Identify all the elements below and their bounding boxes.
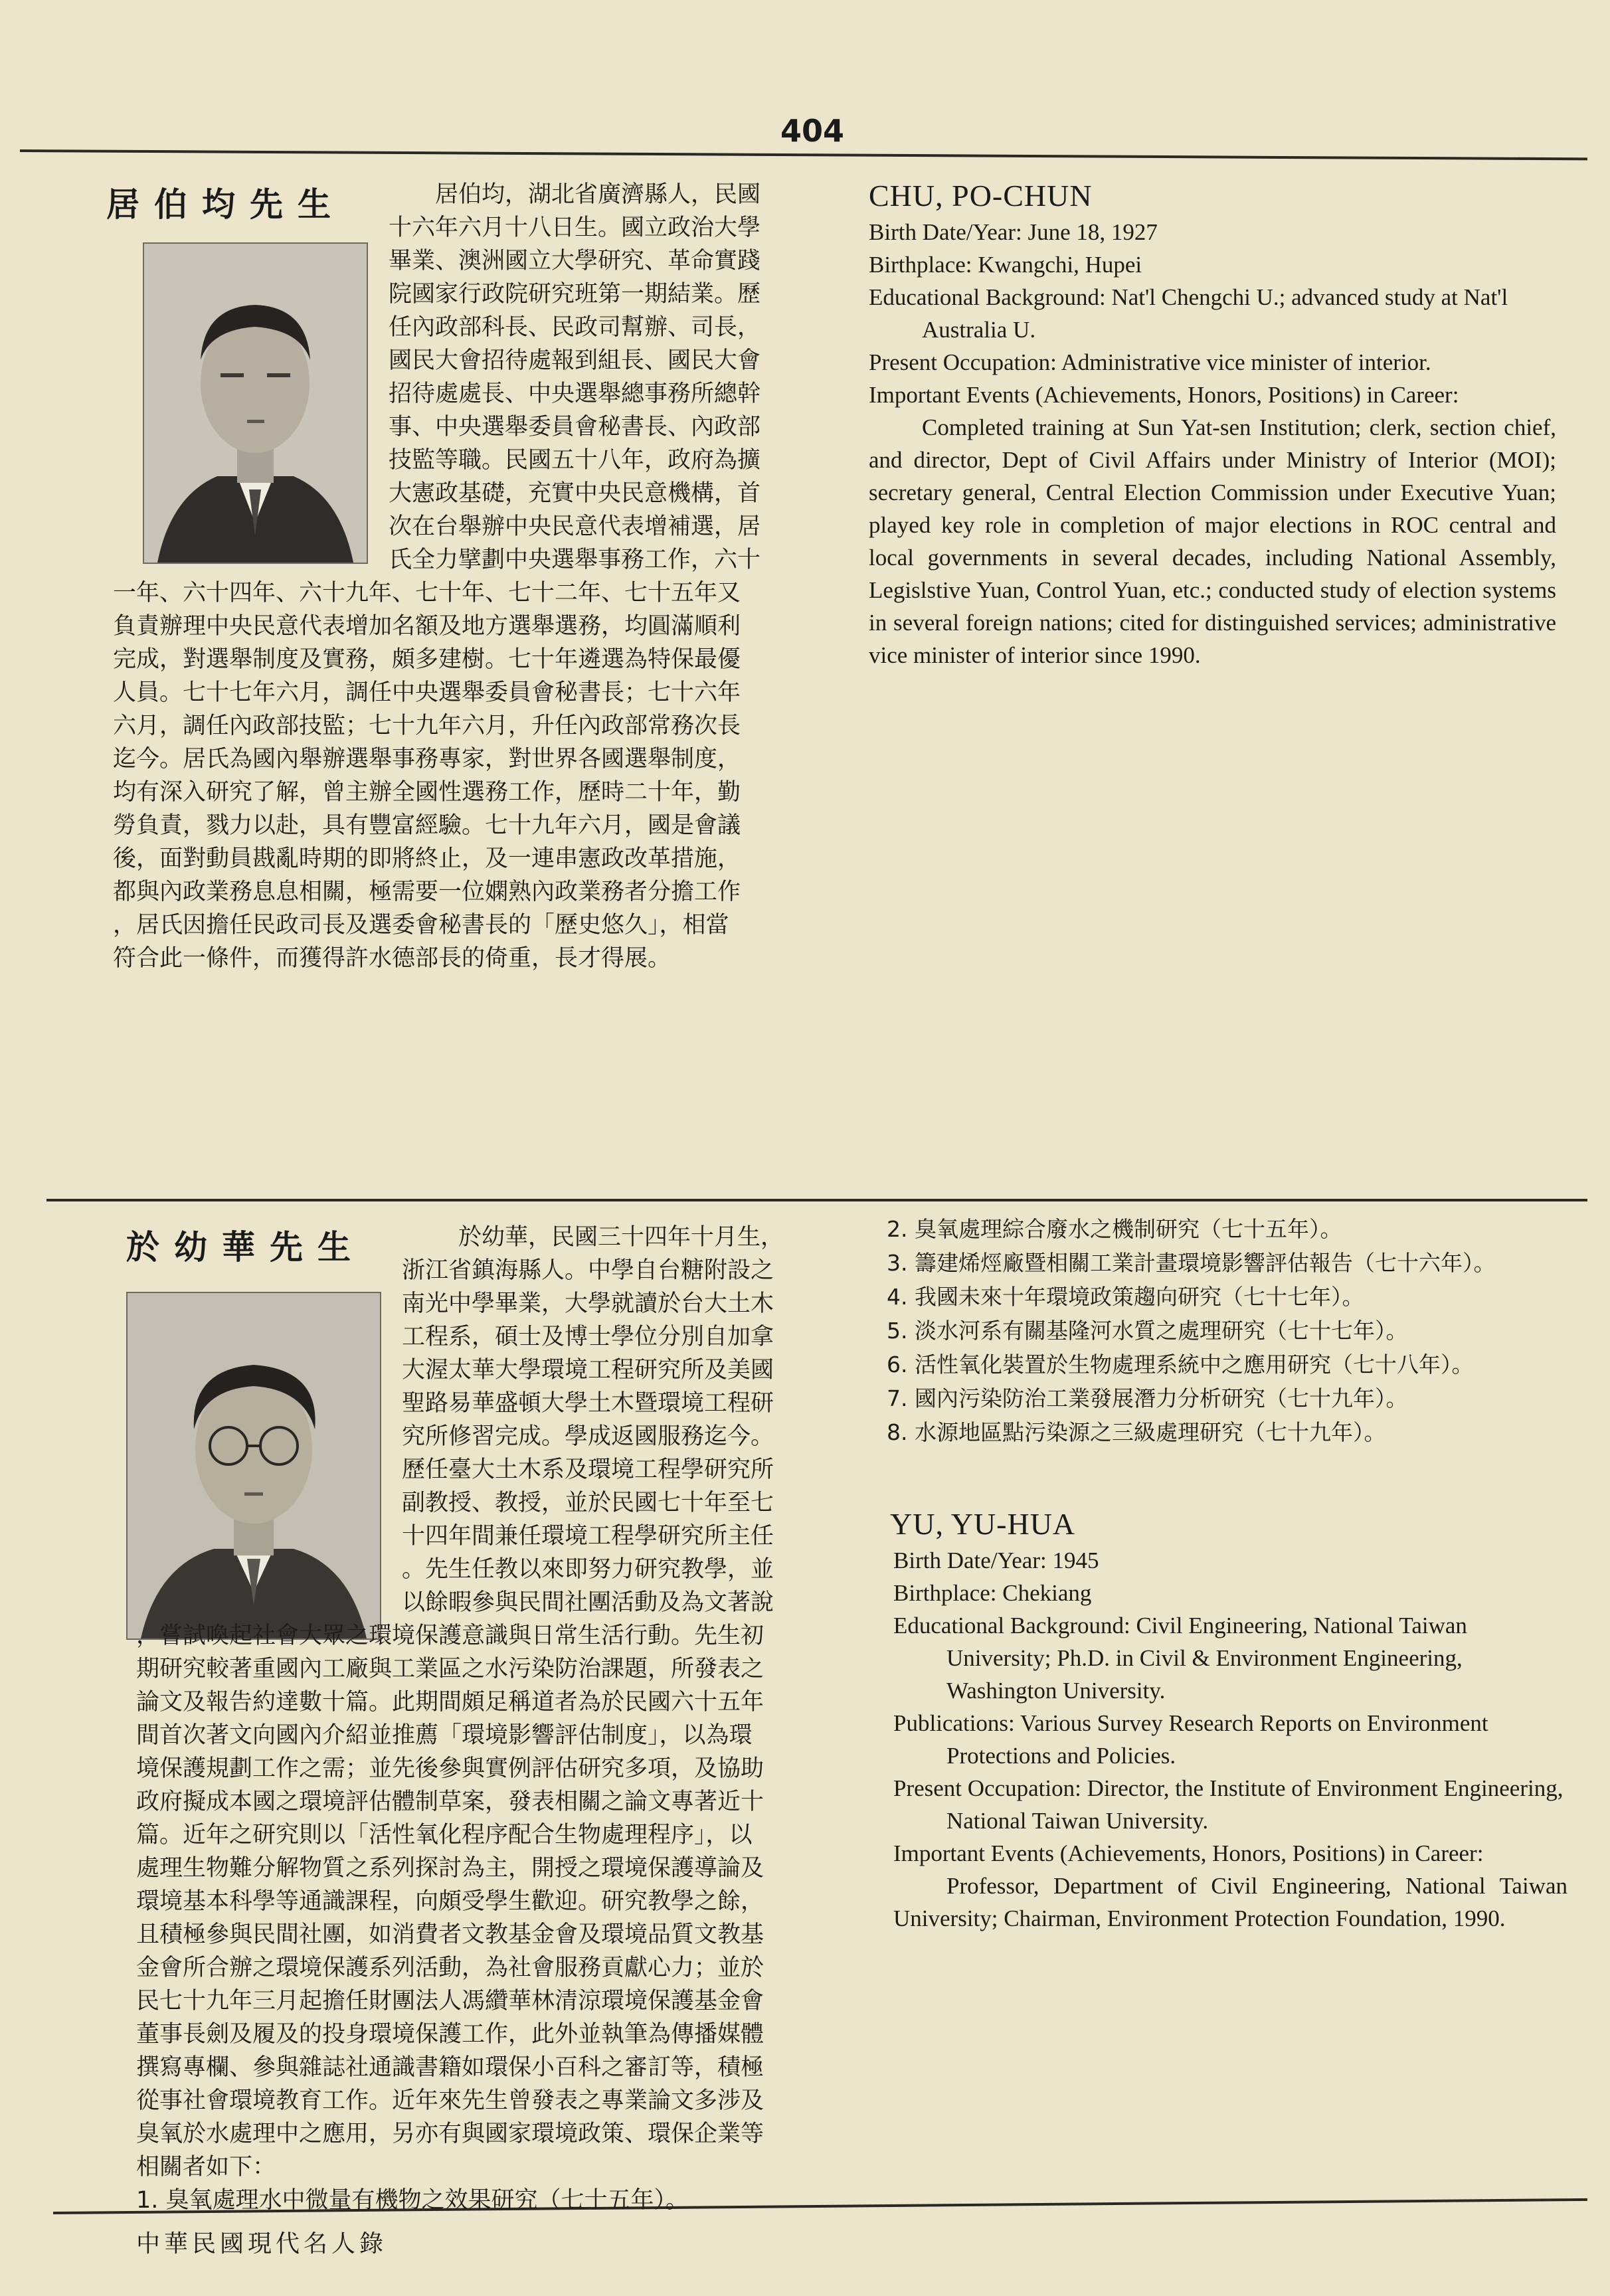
cn-line: 氏全力擘劃中央選舉事務工作，六十 bbox=[389, 547, 761, 573]
footer-book-title: 中華民國現代名人錄 bbox=[136, 2230, 388, 2257]
cn-line: 均有深入研究了解，曾主辦全國性選務工作，歷時二十年，勤 bbox=[113, 779, 741, 806]
cn-line: 期研究較著重國內工廠與工業區之水污染防治課題，所發表之 bbox=[136, 1656, 764, 1682]
cn-line: 工程系，碩士及博士學位分別自加拿 bbox=[402, 1324, 774, 1350]
list-item: 3. 籌建烯烴廠暨相關工業計畫環境影響評估報告（七十六年）。 bbox=[887, 1250, 1496, 1276]
portrait-image bbox=[128, 1293, 380, 1638]
present-occupation: Present Occupation: Administrative vice minister of interior. bbox=[869, 349, 1431, 375]
entry2-portrait-photo bbox=[126, 1292, 381, 1640]
cn-line: 。先生任教以來即努力研究教學，並 bbox=[402, 1556, 774, 1583]
list-item: 7. 國內污染防治工業發展潛力分析研究（七十九年）。 bbox=[887, 1385, 1408, 1411]
important-events-heading: Important Events (Achievements, Honors, Positions) in Career: bbox=[893, 1840, 1484, 1866]
present-occupation: Present Occupation: Director, the Institute of Environment Engineering, National Taiwan University. bbox=[893, 1775, 1564, 1834]
page-number: 404 bbox=[780, 113, 845, 149]
cn-line: 且積極參與民間社團，如消費者文教基金會及環境品質文教基 bbox=[136, 1921, 764, 1948]
entry2-chinese-name: 於幼華先生 bbox=[126, 1228, 365, 1267]
career-details: Completed training at Sun Yat-sen Institution; clerk, section chief, and director, Dept of Civil Affairs under Ministry of Interior (MOI); secretary general, Central Election Commission under Executive Yuan; played key role in completion of major elections in ROC central and local governments in several decades, including National Assembly, Legislstive Yuan, Control Yuan, etc.; conducted study of election systems in several foreign nations; cited for distinguished services; administrative vice minister of interior since 1990. bbox=[869, 414, 1556, 668]
entry2-english-name: YU, YU-HUA bbox=[890, 1507, 1076, 1541]
cn-line: 院國家行政院研究班第一期結業。歷 bbox=[389, 281, 761, 308]
entry1-chinese-bio-bottom bbox=[113, 576, 810, 975]
cn-line: 處理生物難分解物質之系列探討為主，開授之環境保護導論及 bbox=[136, 1855, 764, 1882]
cn-line: 政府擬成本國之環境評估體制草案，發表相關之論文專著近十 bbox=[136, 1789, 764, 1815]
entry1-chinese-name: 居伯均先生 bbox=[106, 185, 345, 224]
portrait-image bbox=[144, 244, 367, 563]
entry2-chinese-bio-bottom bbox=[136, 1619, 840, 2217]
entry1-portrait-photo bbox=[143, 242, 368, 564]
top-rule bbox=[20, 149, 1587, 160]
entry2-publication-list bbox=[887, 1212, 1495, 1449]
cn-line: 次在台舉辦中央民意代表增補選，居 bbox=[389, 513, 761, 540]
cn-line: 十四年間兼任環境工程學研究所主任 bbox=[402, 1523, 774, 1549]
cn-line: 六月，調任內政部技監；七十九年六月，升任內政部常務次長 bbox=[113, 713, 741, 739]
list-item: 6. 活性氧化裝置於生物處理系統中之應用研究（七十八年）。 bbox=[887, 1352, 1474, 1377]
cn-line: 一年、六十四年、六十九年、七十年、七十二年、七十五年又 bbox=[113, 580, 741, 606]
cn-line: 後，面對動員戡亂時期的即將終止，及一連串憲政改革措施， bbox=[113, 845, 741, 872]
birth-date: Birth Date/Year: 1945 bbox=[893, 1547, 1099, 1573]
cn-line: 臭氧於水處理中之應用，另亦有與國家環境政策、環保企業等 bbox=[136, 2121, 764, 2147]
entry2-chinese-bio-top bbox=[402, 1221, 827, 1619]
cn-line: 事、中央選舉委員會秘書長、內政部 bbox=[389, 414, 761, 440]
cn-line: 迄今。居氏為國內舉辦選舉事務專家，對世界各國選舉制度， bbox=[113, 746, 741, 772]
cn-line: 十六年六月十八日生。國立政治大學 bbox=[389, 215, 761, 241]
cn-line: 招待處處長、中央選舉總事務所總幹 bbox=[389, 381, 761, 407]
cn-line: 相關者如下： bbox=[136, 2154, 276, 2180]
cn-line: 居伯均，湖北省廣濟縣人，民國 bbox=[435, 181, 761, 208]
cn-line: 都與內政業務息息相關，極需要一位嫻熟內政業務者分擔工作 bbox=[113, 879, 741, 905]
cn-line: 南光中學畢業，大學就讀於台大土木 bbox=[402, 1290, 774, 1317]
cn-line: 究所修習完成。學成返國服務迄今。 bbox=[402, 1423, 774, 1450]
cn-line: 董事長劍及履及的投身環境保護工作，此外並執筆為傳播媒體 bbox=[136, 2021, 764, 2048]
cn-line: 浙江省鎮海縣人。中學自台糖附設之 bbox=[402, 1257, 774, 1284]
cn-line: 大渥太華大學環境工程研究所及美國 bbox=[402, 1357, 774, 1383]
educational-background: Educational Background: Nat'l Chengchi U.; advanced study at Nat'l Australia U. bbox=[869, 284, 1508, 343]
cn-line: 國民大會招待處報到組長、國民大會 bbox=[389, 347, 761, 374]
cn-line: 聖路易華盛頓大學土木暨環境工程研 bbox=[402, 1390, 774, 1417]
cn-line: 歷任臺大土木系及環境工程學研究所 bbox=[402, 1457, 774, 1483]
cn-line: 完成，對選舉制度及實務，頗多建樹。七十年遴選為特保最優 bbox=[113, 646, 741, 673]
entry1-english-name: CHU, PO-CHUN bbox=[869, 179, 1093, 213]
cn-line: 間首次著文向國內介紹並推薦「環境影響評估制度」，以為環 bbox=[136, 1722, 753, 1749]
cn-line: 篇。近年之研究則以「活性氧化程序配合生物處理程序」，以 bbox=[136, 1822, 753, 1848]
cn-line: 人員。七十七年六月，調任中央選舉委員會秘書長；七十六年 bbox=[113, 679, 741, 706]
entry2-english-bio bbox=[893, 1544, 1567, 1935]
cn-line: 1. 臭氧處理水中微量有機物之效果研究（七十五年）。 bbox=[136, 2187, 689, 2214]
cn-line: 境保護規劃工作之需；並先後參與實例評估研究多項，及協助 bbox=[136, 1755, 764, 1782]
cn-line: 於幼華，民國三十四年十月生， bbox=[458, 1224, 784, 1251]
entry1-chinese-bio-top bbox=[389, 178, 800, 576]
cn-line: 任內政部科長、民政司幫辦、司長， bbox=[389, 314, 761, 341]
birthplace: Birthplace: Chekiang bbox=[893, 1580, 1092, 1606]
birthplace: Birthplace: Kwangchi, Hupei bbox=[869, 252, 1142, 278]
cn-line: 勞負責，戮力以赴，具有豐富經驗。七十九年六月，國是會議 bbox=[113, 812, 741, 839]
educational-background: Educational Background: Civil Engineering, National Taiwan University; Ph.D. in Civil & Environment Engineering, Washington University. bbox=[893, 1613, 1467, 1704]
cn-line: 從事社會環境教育工作。近年來先生曾發表之專業論文多涉及 bbox=[136, 2087, 764, 2114]
cn-line: 副教授、教授，並於民國七十年至七 bbox=[402, 1490, 774, 1516]
cn-line: ，嘗試喚起社會大眾之環境保護意識與日常生活行動。先生初 bbox=[136, 1623, 764, 1649]
section-divider bbox=[46, 1199, 1587, 1201]
cn-line: 符合此一條件，而獲得許水德部長的倚重，長才得展。 bbox=[113, 945, 671, 972]
cn-line: 撰寫專欄、參與雜誌社通識書籍如環保小百科之審訂等，積極 bbox=[136, 2054, 764, 2081]
career-details: Professor, Department of Civil Engineering, National Taiwan University; Chairman, Environment Protection Foundation, 1990. bbox=[893, 1873, 1567, 1931]
cn-line: 畢業、澳洲國立大學研究、革命實踐 bbox=[389, 248, 761, 274]
list-item: 4. 我國未來十年環境政策趨向研究（七十七年）。 bbox=[887, 1284, 1364, 1310]
cn-line: 民七十九年三月起擔任財團法人馮纘華林清涼環境保護基金會 bbox=[136, 1988, 764, 2014]
cn-line: 技監等職。民國五十八年，政府為擴 bbox=[389, 447, 761, 474]
cn-line: 以餘暇參與民間社團活動及為文著說 bbox=[402, 1589, 774, 1616]
list-item: 2. 臭氧處理綜合廢水之機制研究（七十五年）。 bbox=[887, 1216, 1342, 1242]
important-events-heading: Important Events (Achievements, Honors, Positions) in Career: bbox=[869, 382, 1459, 408]
cn-line: ，居氏因擔任民政司長及選委會秘書長的「歷史悠久」，相當 bbox=[113, 912, 729, 938]
cn-line: 大憲政基礎，充實中央民意機構，首 bbox=[389, 480, 761, 507]
cn-line: 論文及報告約達數十篇。此期間頗足稱道者為於民國六十五年 bbox=[136, 1689, 764, 1716]
list-item: 5. 淡水河系有關基隆河水質之處理研究（七十七年）。 bbox=[887, 1318, 1408, 1344]
cn-line: 負責辦理中央民意代表增加名額及地方選舉選務，均圓滿順利 bbox=[113, 613, 741, 640]
birth-date: Birth Date/Year: June 18, 1927 bbox=[869, 219, 1158, 245]
list-item: 8. 水源地區點污染源之三級處理研究（七十九年）。 bbox=[887, 1419, 1386, 1445]
publications: Publications: Various Survey Research Reports on Environment Protections and Policies. bbox=[893, 1710, 1488, 1769]
entry1-english-bio bbox=[869, 216, 1556, 671]
cn-line: 金會所合辦之環境保護系列活動，為社會服務貢獻心力；並於 bbox=[136, 1955, 764, 1981]
cn-line: 環境基本科學等通識課程，向頗受學生歡迎。研究教學之餘， bbox=[136, 1888, 764, 1915]
